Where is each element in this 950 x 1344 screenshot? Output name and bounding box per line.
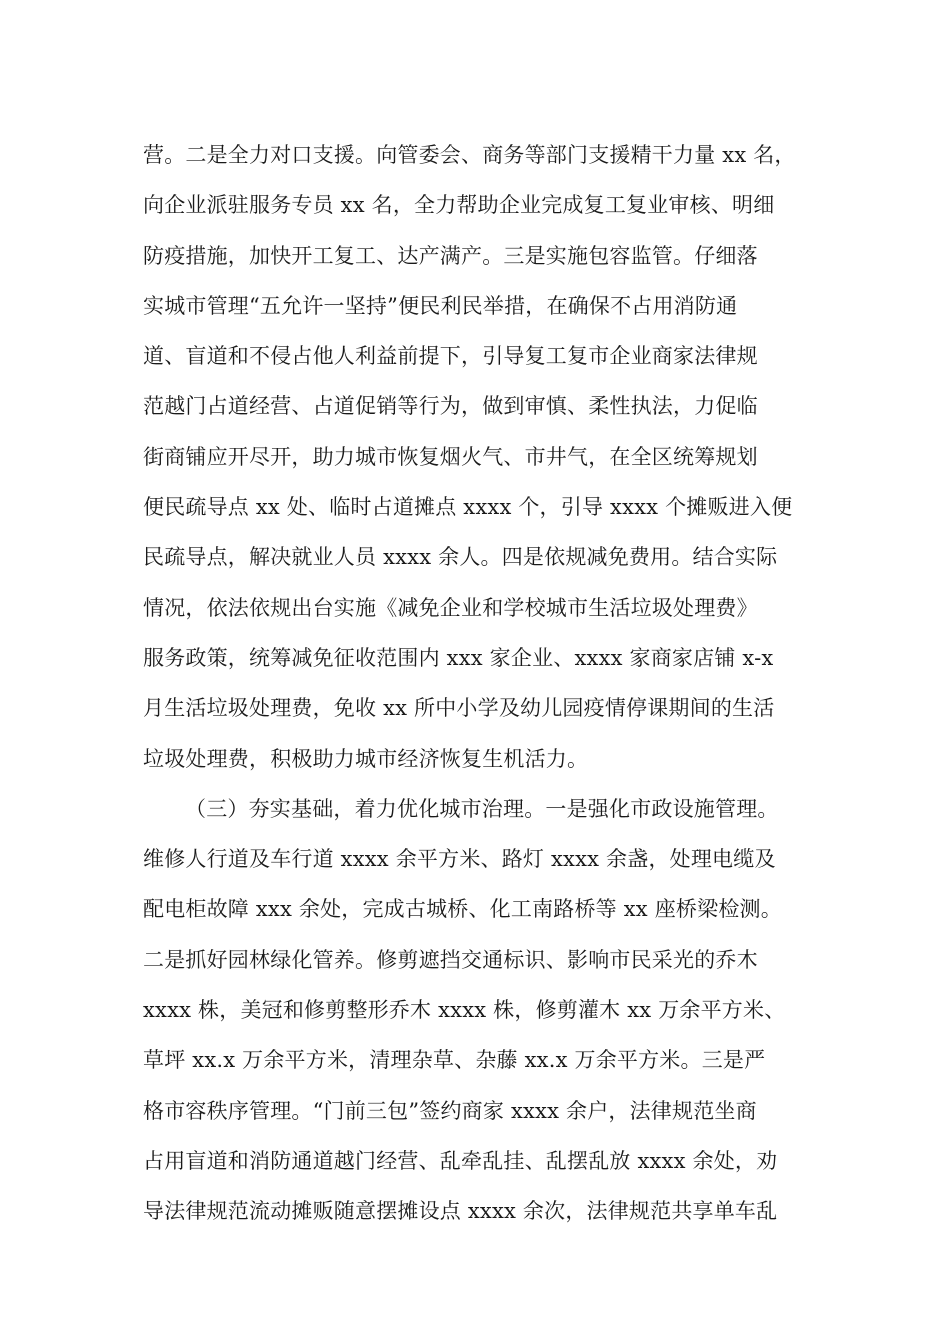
text-line: 便民疏导点 xx 处、临时占道摊点 xxxx 个，引导 xxxx 个摊贩进入便: [143, 495, 793, 520]
text-line: 导法律规范流动摊贩随意摆摊设点 xxxx 余次，法律规范共享单车乱: [143, 1199, 778, 1224]
text-line: 维修人行道及车行道 xxxx 余平方米、路灯 xxxx 余盏，处理电缆及: [143, 847, 776, 872]
text-line: 向企业派驻服务专员 xx 名，全力帮助企业完成复工复业审核、明细: [143, 193, 775, 218]
section-heading-line: （三）夯实基础，着力优化城市治理。一是强化市政设施管理。: [185, 796, 779, 821]
text-line: 道、盲道和不侵占他人利益前提下，引导复工复市企业商家法律规: [143, 344, 758, 369]
text-line: 防疫措施，加快开工复工、达产满产。三是实施包容监管。仔细落: [143, 243, 758, 268]
text-line: 民疏导点，解决就业人员 xxxx 余人。四是依规减免费用。结合实际: [143, 545, 778, 570]
text-line: 实城市管理“五允许一坚持”便民利民举措，在确保不占用消防通: [143, 293, 738, 318]
text-line: 月生活垃圾处理费，免收 xx 所中小学及幼儿园疫情停课期间的生活: [143, 696, 775, 721]
text-line: 配电柜故障 xxx 余处，完成古城桥、化工南路桥等 xx 座桥梁检测。: [143, 897, 782, 922]
body-text: [143, 130, 823, 1237]
text-line: 服务政策，统筹减免征收范围内 xxx 家企业、xxxx 家商家店铺 x-x: [143, 645, 774, 670]
text-line: 草坪 xx.x 万余平方米，清理杂草、杂藤 xx.x 万余平方米。三是严: [143, 1048, 766, 1073]
text-line: 二是抓好园林绿化管养。修剪遮挡交通标识、影响市民采光的乔木: [143, 947, 758, 972]
text-line: 街商铺应开尽开，助力城市恢复烟火气、市井气，在全区统筹规划: [143, 444, 758, 469]
text-line: 格市容秩序管理。“门前三包”签约商家 xxxx 余户，法律规范坐商: [143, 1098, 757, 1123]
text-line: 范越门占道经营、占道促销等行为，做到审慎、柔性执法，力促临: [143, 394, 758, 419]
text-line: xxxx 株，美冠和修剪整形乔木 xxxx 株，修剪灌木 xx 万余平方米、: [143, 998, 786, 1023]
text-line: 情况，依法依规出台实施《减免企业和学校城市生活垃圾处理费》: [143, 595, 758, 620]
text-line: 垃圾处理费，积极助力城市经济恢复生机活力。: [143, 746, 589, 771]
text-line: 营。二是全力对口支援。向管委会、商务等部门支援精干力量 xx 名，: [143, 143, 796, 167]
text-line: 占用盲道和消防通道越门经营、乱牵乱挂、乱摆乱放 xxxx 余处，劝: [143, 1148, 778, 1173]
